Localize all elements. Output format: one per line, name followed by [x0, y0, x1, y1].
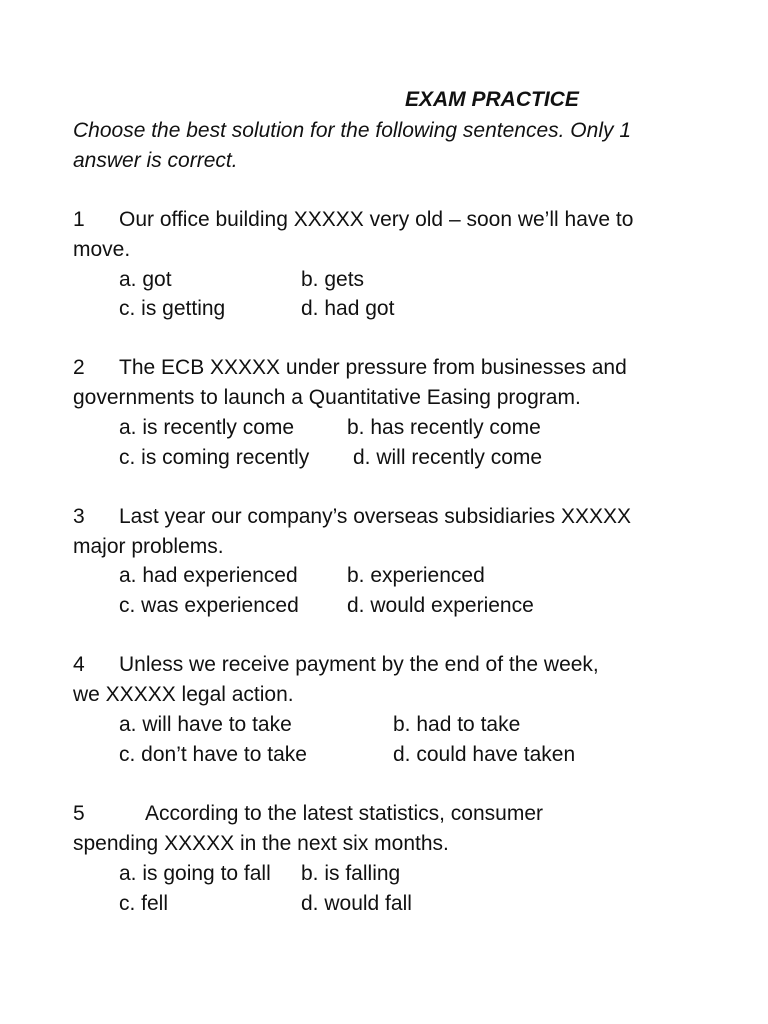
question-text-line-1: Our office building XXXXX very old – soon we’ll have to	[119, 208, 634, 231]
question-number: 4	[73, 653, 85, 676]
page-title: EXAM PRACTICE	[405, 88, 579, 111]
question-text-line-2: we XXXXX legal action.	[73, 683, 294, 706]
option-a: a. is going to fall	[119, 862, 271, 885]
question-number: 5	[73, 802, 85, 825]
option-b: b. has recently come	[347, 416, 541, 439]
option-d: d. could have taken	[393, 743, 576, 766]
option-b: b. experienced	[347, 564, 485, 587]
option-b: b. is falling	[301, 862, 401, 885]
option-d: d. will recently come	[353, 446, 543, 469]
option-a: a. is recently come	[119, 416, 295, 439]
question-text-line-2: spending XXXXX in the next six months.	[73, 832, 449, 855]
instructions-line-1: Choose the best solution for the following sentences. Only 1	[73, 119, 631, 142]
option-d: d. would fall	[301, 892, 412, 915]
option-b: b. had to take	[393, 713, 521, 736]
option-c: c. don’t have to take	[119, 743, 307, 766]
option-d: d. would experience	[347, 594, 534, 617]
option-d: d. had got	[301, 297, 395, 320]
option-c: c. was experienced	[119, 594, 299, 617]
question-text-line-2: move.	[73, 238, 131, 261]
option-c: c. fell	[119, 892, 169, 915]
option-c: c. is coming recently	[119, 446, 310, 469]
option-a: a. got	[119, 268, 172, 291]
instructions-line-2: answer is correct.	[73, 149, 238, 172]
question-text-line-1: According to the latest statistics, consumer	[145, 802, 544, 825]
option-c: c. is getting	[119, 297, 226, 320]
question-text-line-1: Unless we receive payment by the end of the week,	[119, 653, 599, 676]
option-a: a. will have to take	[119, 713, 292, 736]
question-text-line-2: major problems.	[73, 535, 224, 558]
question-text-line-2: governments to launch a Quantitative Easing program.	[73, 386, 581, 409]
option-b: b. gets	[301, 268, 365, 291]
question-text-line-1: The ECB XXXXX under pressure from businesses and	[119, 356, 627, 379]
question-text-line-1: Last year our company’s overseas subsidiaries XXXXX	[119, 505, 632, 528]
question-number: 3	[73, 505, 85, 528]
option-a: a. had experienced	[119, 564, 298, 587]
question-number: 2	[73, 356, 85, 379]
question-number: 1	[73, 208, 85, 231]
